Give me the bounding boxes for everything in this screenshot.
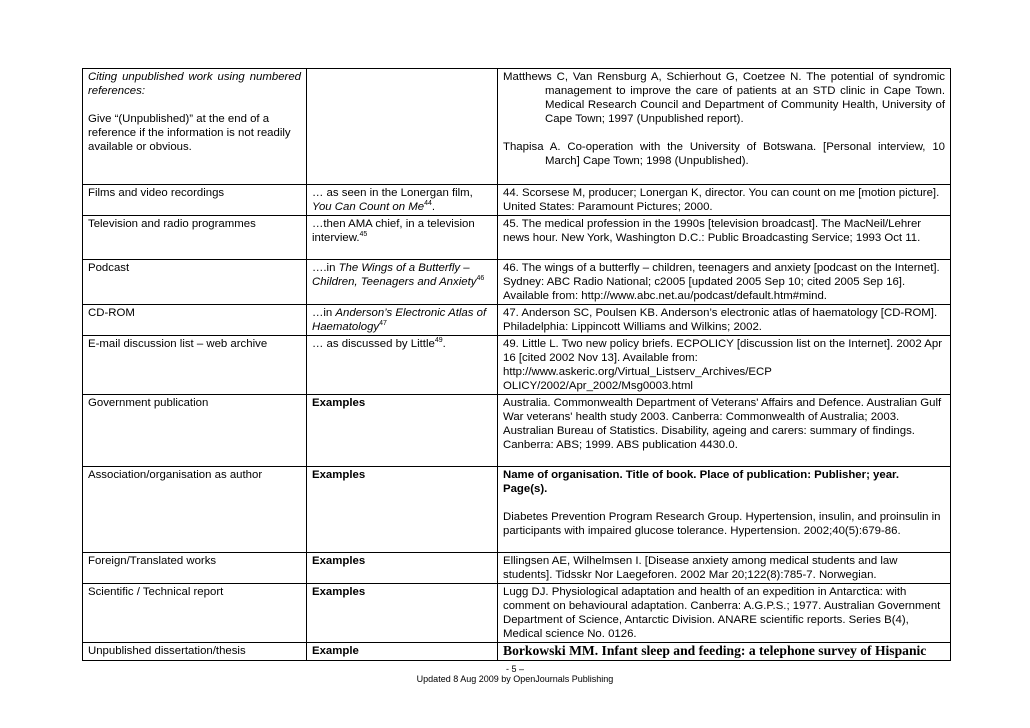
reference-type-cell: Television and radio programmes (83, 216, 307, 260)
reference-cell (498, 69, 951, 185)
citation-title: You Can Count on Me (312, 201, 425, 213)
table-row (83, 643, 951, 661)
table-row (83, 305, 951, 336)
citation-cell: Example (307, 643, 498, 661)
reference-entry: Australia. Commonwealth Department of Veterans' Affairs and Defence. Australian Gulf War veterans' health study 2003. Canberra: Commonwealth of Australia; 2003. (503, 397, 942, 423)
citation-cell (307, 260, 498, 305)
reference-cell: 45. The medical profession in the 1990s [television broadcast]. The MacNeil/Lehrer news hour. New York, Washington D.C.: Public Broadcasting Service; 1993 Oct 11. (498, 216, 951, 260)
table-row (83, 69, 951, 185)
reference-type-label: Citing unpublished work using numbered references: (88, 71, 301, 97)
reference-entry: Australian Bureau of Statistics. Disability, ageing and carers: summary of findings. Canberra: ABS; 1999. ABS publication 4430.0. (503, 425, 915, 451)
citation-cell: Examples (307, 584, 498, 643)
citation-end: . (442, 338, 446, 350)
reference-type-cell: Films and video recordings (83, 185, 307, 216)
citation-cell (307, 336, 498, 395)
reference-entry: Thapisa A. Co-operation with the University of Botswana. [Personal interview, 10 March] Cape Town; 1998 (Unpublished). (503, 141, 945, 167)
reference-format: Name of organisation. Title of book. Place of publication: Publisher; year. Page(s). (503, 469, 899, 495)
citation-text: …then AMA chief, in a television interview. (312, 218, 475, 244)
reference-type-cell: CD-ROM (83, 305, 307, 336)
reference-entry: Borkowski MM. Infant sleep and feeding: a telephone survey of Hispanic (503, 643, 927, 658)
reference-cell: 44. Scorsese M, producer; Lonergan K, director. You can count on me [motion picture]. United States: Paramount Pictures; 2000. (498, 185, 951, 216)
citation-cell (307, 216, 498, 260)
citation-cell (307, 185, 498, 216)
reference-cell (498, 467, 951, 553)
reference-entry: Diabetes Prevention Program Research Group. Hypertension, insulin, and proinsulin in participants with impaired glucose tolerance. Hypertension. 2002;40(5):679-86. (503, 511, 941, 537)
table-row (83, 553, 951, 584)
citation-cell (307, 305, 498, 336)
table-row (83, 467, 951, 553)
reference-cell: Lugg DJ. Physiological adaptation and health of an expedition in Antarctica: with comment on behavioural adaptation. Canberra: A.G.P.S.; 1977. Australian Government Department of Science, Antarctic Division. ANARE scientific reports. Series B(4), Medical science No. 0126. (498, 584, 951, 643)
reference-note: Give “(Unpublished)” at the end of a reference if the information is not readily available or obvious. (88, 113, 291, 153)
citation-title: The Wings of a Butterfly – Children, Teenagers and Anxiety (312, 262, 477, 288)
citation-number: 46 (476, 275, 485, 283)
citation-text: … as seen in the Lonergan film, (312, 187, 473, 199)
citation-number: 45 (359, 231, 368, 239)
citation-cell: Examples (307, 553, 498, 584)
citation-number: 47 (379, 320, 387, 328)
citation-text: … as discussed by Little (312, 338, 435, 350)
reference-cell: Ellingsen AE, Wilhelmsen I. [Disease anxiety among medical students and law students]. Tidsskr Nor Laegeforen. 2002 Mar 20;122(8):785-7. Norwegian. (498, 553, 951, 584)
reference-style-table (82, 68, 951, 661)
reference-cell (498, 395, 951, 467)
citation-cell: Examples (307, 467, 498, 553)
reference-type-cell: Association/organisation as author (83, 467, 307, 553)
citation-text: ….in (312, 262, 339, 274)
page-number: - 5 – (505, 664, 524, 674)
reference-type-cell: Scientific / Technical report (83, 584, 307, 643)
citation-number: 44 (424, 200, 432, 208)
reference-type-cell (83, 69, 307, 185)
reference-type-cell: Government publication (83, 395, 307, 467)
table-row (83, 216, 951, 260)
reference-entry: Matthews C, Van Rensburg A, Schierhout G, Coetzee N. The potential of syndromic management to improve the care of patients at an STD clinic in Cape Town. Medical Research Council and Department of Community Health, University of Cape Town; 1997 (Unpublished report). (503, 71, 945, 125)
citation-title: Anderson’s Electronic Atlas of Haematology (312, 307, 487, 333)
reference-cell: 46. The wings of a butterfly – children, teenagers and anxiety [podcast on the Internet]. Sydney: ABC Radio National; c2005 [updated 2005 Sep 10; cited 2005 Sep 16]. Available from: http://www.abc.net.au/podcast/default.htm#mind. (498, 260, 951, 305)
citation-text: …in (312, 307, 336, 319)
reference-type-cell: E-mail discussion list – web archive (83, 336, 307, 395)
reference-cell: 47. Anderson SC, Poulsen KB. Anderson’s electronic atlas of haematology [CD-ROM]. Philadelphia: Lippincott Williams and Wilkins; 2002. (498, 305, 951, 336)
citation-cell (307, 69, 498, 185)
table-row (83, 584, 951, 643)
reference-type-cell: Podcast (83, 260, 307, 305)
reference-type-cell: Unpublished dissertation/thesis (83, 643, 307, 661)
citation-number: 49 (434, 337, 443, 345)
table-row (83, 395, 951, 467)
citation-cell: Examples (307, 395, 498, 467)
table-row (83, 336, 951, 395)
table-row (83, 185, 951, 216)
citation-end: . (431, 201, 436, 213)
reference-cell: 49. Little L. Two new policy briefs. ECPOLICY [discussion list on the Internet]. 2002 Apr 16 [cited 2002 Nov 13]. Available from: http://www.askeric.org/Virtual_Listserv_Archives/ECP OLICY/2002/Apr_2002/Msg0003.html (498, 336, 951, 395)
reference-type-cell: Foreign/Translated works (83, 553, 307, 584)
footer-updated: Updated 8 Aug 2009 by OpenJournals Publishing (416, 674, 614, 684)
table-row (83, 260, 951, 305)
reference-cell (498, 643, 951, 661)
